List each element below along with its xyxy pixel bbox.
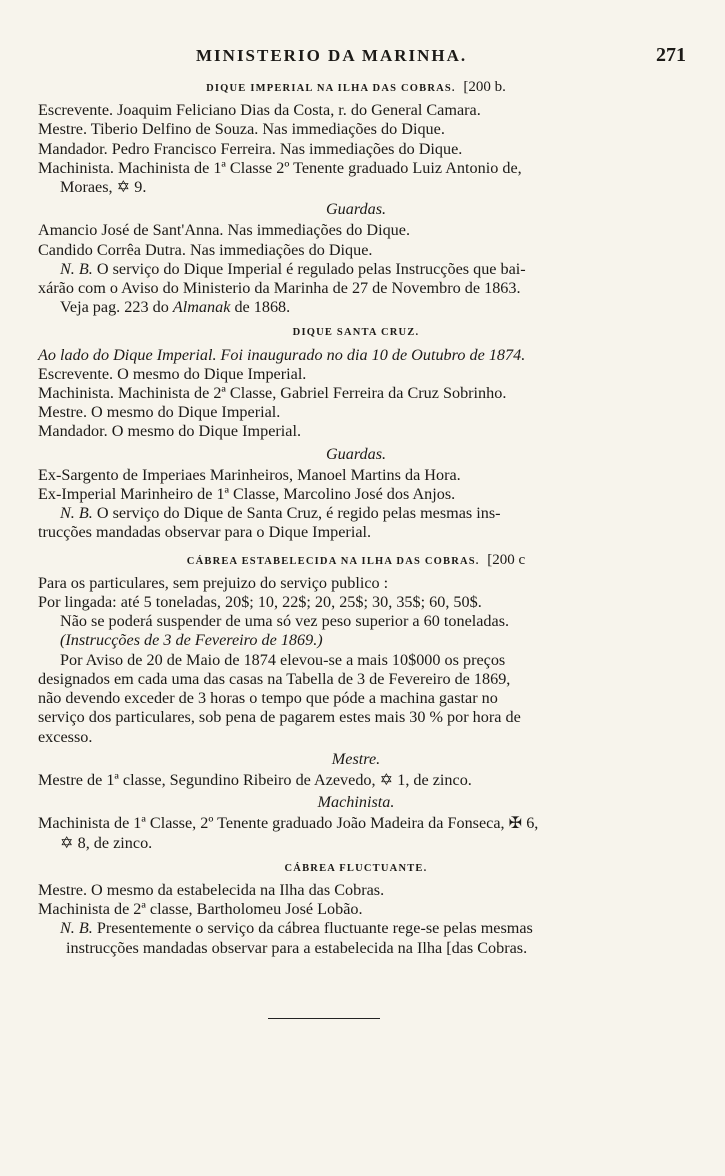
entry-line: Mestre. O mesmo do Dique Imperial. — [38, 403, 281, 422]
section-intro: Ao lado do Dique Imperial. Foi inaugurado no dia 10 de Outubro de 1874. — [38, 345, 526, 364]
nota-bene: N. B. Presentemente o serviço da cábrea fluctuante rege-se pelas mesmas — [60, 919, 533, 938]
entry-line: (Instrucções de 3 de Fevereiro de 1869.) — [60, 631, 323, 650]
entry-line: Escrevente. O mesmo do Dique Imperial. — [38, 364, 307, 383]
entry-line: Mandador. O mesmo do Dique Imperial. — [38, 422, 301, 441]
entry-line: Ex-Sargento de Imperiaes Marinheiros, Manoel Martins da Hora. — [38, 465, 461, 484]
closing-rule — [268, 1018, 380, 1019]
entry-line: Mestre. Tiberio Delfino de Souza. Nas immediações do Dique. — [38, 120, 445, 139]
nota-bene: N. B. O serviço do Dique de Santa Cruz, é regido pelas mesmas ins- — [60, 504, 501, 523]
entry-line: Por Aviso de 20 de Maio de 1874 elevou-se a mais 10$000 os preços — [60, 650, 506, 669]
entry-line: Machinista. Machinista de 1ª Classe 2º Tenente graduado Luiz Antonio de, — [38, 158, 522, 177]
section-heading-dique-imperial: DIQUE IMPERIAL NA ILHA DAS COBRAS. [200 b. — [206, 79, 506, 95]
entry-line: Para os particulares, sem prejuizo do serviço publico : — [38, 573, 389, 592]
entry-line: Por lingada: até 5 toneladas, 20$; 10, 22$; 20, 25$; 30, 35$; 60, 50$. — [38, 593, 482, 612]
nota-bene-cont: xárão com o Aviso do Ministerio da Marinha de 27 de Novembro de 1863. — [38, 279, 521, 298]
entry-line: Machinista. Machinista de 2ª Classe, Gabriel Ferreira da Cruz Sobrinho. — [38, 384, 507, 403]
nota-bene-cont: trucções mandadas observar para o Dique Imperial. — [38, 523, 372, 542]
subheading-mestre: Mestre. — [331, 749, 381, 768]
subheading-guardas: Guardas. — [325, 444, 387, 463]
entry-line: Machinista de 2ª classe, Bartholomeu José Lobão. — [38, 900, 363, 919]
entry-line: designados em cada uma das casas na Tabella de 3 de Fevereiro de 1869, — [38, 669, 511, 688]
entry-line: excesso. — [38, 727, 93, 746]
entry-line: Mestre de 1ª classe, Segundino Ribeiro de Azevedo, ✡ 1, de zinco. — [38, 770, 472, 789]
section-heading-dique-santa-cruz: DIQUE SANTA CRUZ. — [292, 327, 420, 339]
entry-line: Não se poderá suspender de uma só vez peso superior a 60 toneladas. — [60, 612, 510, 631]
entry-line: Ex-Imperial Marinheiro de 1ª Classe, Marcolino José dos Anjos. — [38, 485, 456, 504]
page — [36, 42, 686, 958]
nota-bene: N. B. O serviço do Dique Imperial é regulado pelas Instrucções que bai- — [60, 259, 526, 278]
entry-line: Amancio José de Sant'Anna. Nas immediações do Dique. — [38, 221, 410, 240]
entry-line: serviço dos particulares, sob pena de pagarem estes mais 30 % por hora de — [38, 708, 521, 727]
nota-bene-cont: instrucções mandadas observar para a estabelecida na Ilha [das Cobras. — [66, 938, 528, 957]
entry-line: não devendo exceder de 3 horas o tempo que póde a machina gastar no — [38, 689, 498, 708]
entry-line: Candido Corrêa Dutra. Nas immediações do Dique. — [38, 240, 373, 259]
page-header — [36, 42, 686, 76]
entry-line: Mestre. O mesmo da estabelecida na Ilha das Cobras. — [38, 880, 385, 899]
entry-line: Moraes, ✡ 9. — [60, 178, 147, 197]
subheading-guardas: Guardas. — [325, 200, 387, 219]
entry-line: Mandador. Pedro Francisco Ferreira. Nas immediações do Dique. — [38, 139, 463, 158]
entry-line: ✡ 8, de zinco. — [60, 833, 153, 852]
entry-line: Escrevente. Joaquim Feliciano Dias da Costa, r. do General Camara. — [38, 101, 481, 120]
running-title: MINISTERIO DA MARINHA. — [196, 46, 468, 65]
entry-line: Machinista de 1ª Classe, 2º Tenente graduado João Madeira da Fonseca, ✠ 6, — [38, 814, 539, 833]
cross-reference: Veja pag. 223 do Almanak de 1868. — [60, 298, 291, 317]
subheading-machinista: Machinista. — [317, 793, 395, 812]
section-heading-cabrea-fluctuante: CÁBREA FLUCTUANTE. — [284, 862, 428, 874]
section-heading-cabrea-estabelecida: CÁBREA ESTABELECIDA NA ILHA DAS COBRAS. [200 c — [186, 551, 526, 568]
page-number: 271 — [656, 44, 686, 66]
